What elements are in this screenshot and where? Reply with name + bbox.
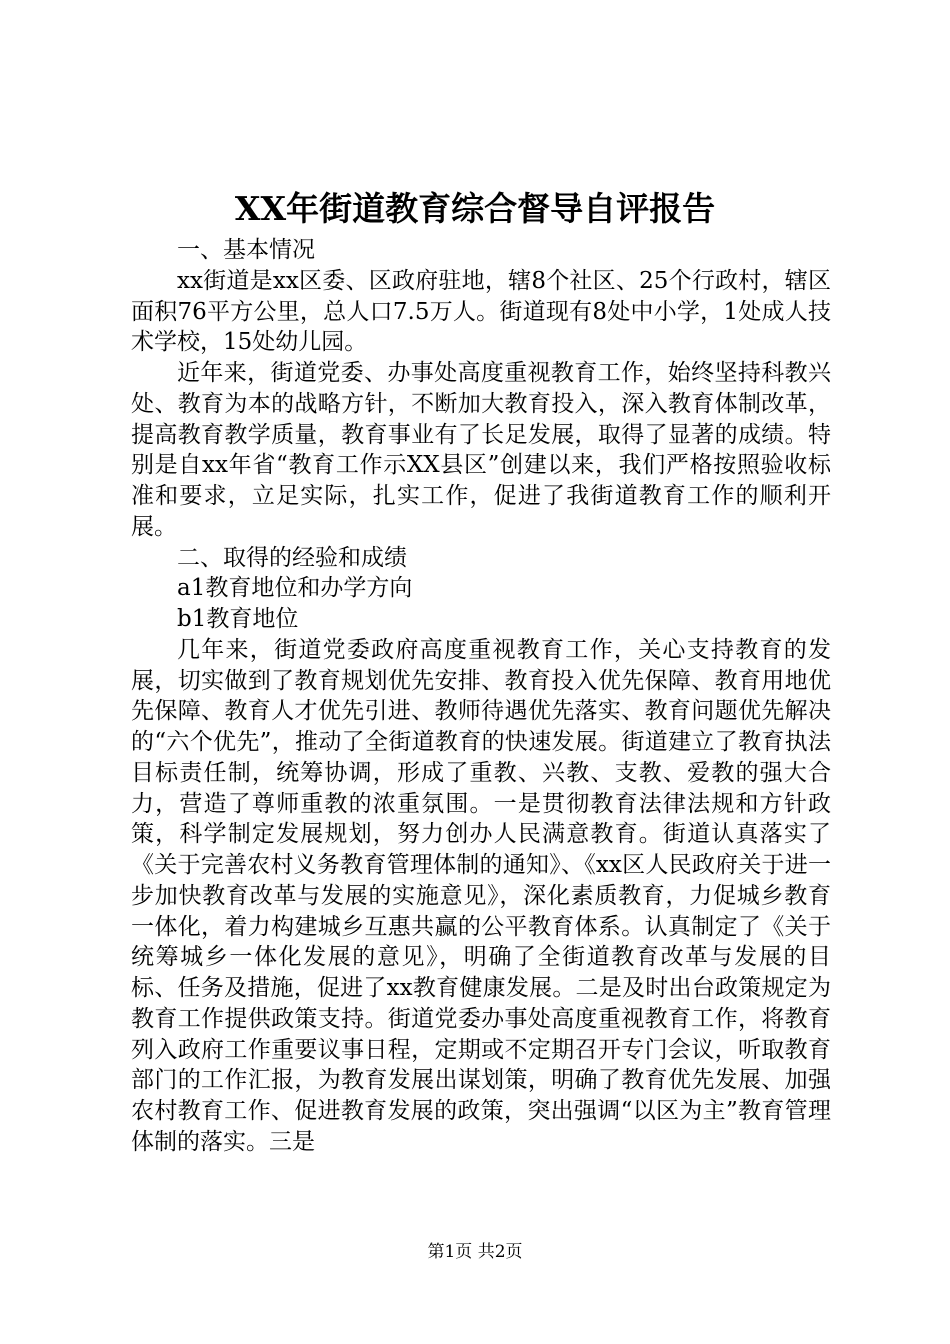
paragraph: xx街道是xx区委、区政府驻地，辖8个社区、25个行政村，辖区面积76平方公里，总人口7.5万人。街道现有8处中小学，1处成人技术学校，15处幼儿园。 [131, 267, 831, 356]
subsection-heading: b1教育地位 [177, 606, 299, 632]
paragraph: 几年来，街道党委政府高度重视教育工作，关心支持教育的发展，切实做到了教育规划优先安排、教育投入优先保障、教育用地优先保障、教育人才优先引进、教师待遇优先落实、教育问题优先解决的“六个优先”，推动了全街道教育的快速发展。街道建立了教育执法目标责任制，统筹协调，形成了重教、兴教、支教、爱教的强大合力，营造了尊师重教的浓重氛围。一是贯彻教育法律法规和方针政策，科学制定发展规划，努力创办人民满意教育。街道认真落实了《关于完善农村义务教育管理体制的通知》、《xx区人民政府关于进一步加快教育改革与发展的实施意见》，深化素质教育，力促城乡教育一体化，着力构建城乡互惠共赢的公平教育体系。认真制定了《关于统筹城乡一体化发展的意见》，明确了全街道教育改革与发展的目标、任务及措施，促进了xx教育健康发展。二是及时出台政策规定为教育工作提供政策支持。街道党委办事处高度重视教育工作，将教育列入政府工作重要议事日程，定期或不定期召开专门会议，听取教育部门的工作汇报，为教育发展出谋划策，明确了教育优先发展、加强农村教育工作、促进教育发展的政策，突出强调“以区为主”教育管理体制的落实。三是 [131, 636, 831, 1155]
section-heading: 二、取得的经验和成绩 [177, 544, 407, 571]
document-body [131, 235, 831, 1158]
paragraph: 近年来，街道党委、办事处高度重视教育工作，始终坚持科教兴处、教育为本的战略方针，不断加大教育投入，深入教育体制改革，提高教育教学质量，教育事业有了长足发展，取得了显著的成绩。特别是自xx年省“教育工作示XX县区”创建以来，我们严格按照验收标准和要求，立足实际，扎实工作，促进了我街道教育工作的顺利开展。 [131, 360, 831, 540]
section-heading: 一、基本情况 [177, 237, 315, 263]
page-number-footer: 第1页 共2页 [427, 1242, 523, 1262]
document-title: XX年街道教育综合督导自评报告 [234, 189, 716, 228]
subsection-heading: a1教育地位和办学方向 [177, 575, 413, 602]
